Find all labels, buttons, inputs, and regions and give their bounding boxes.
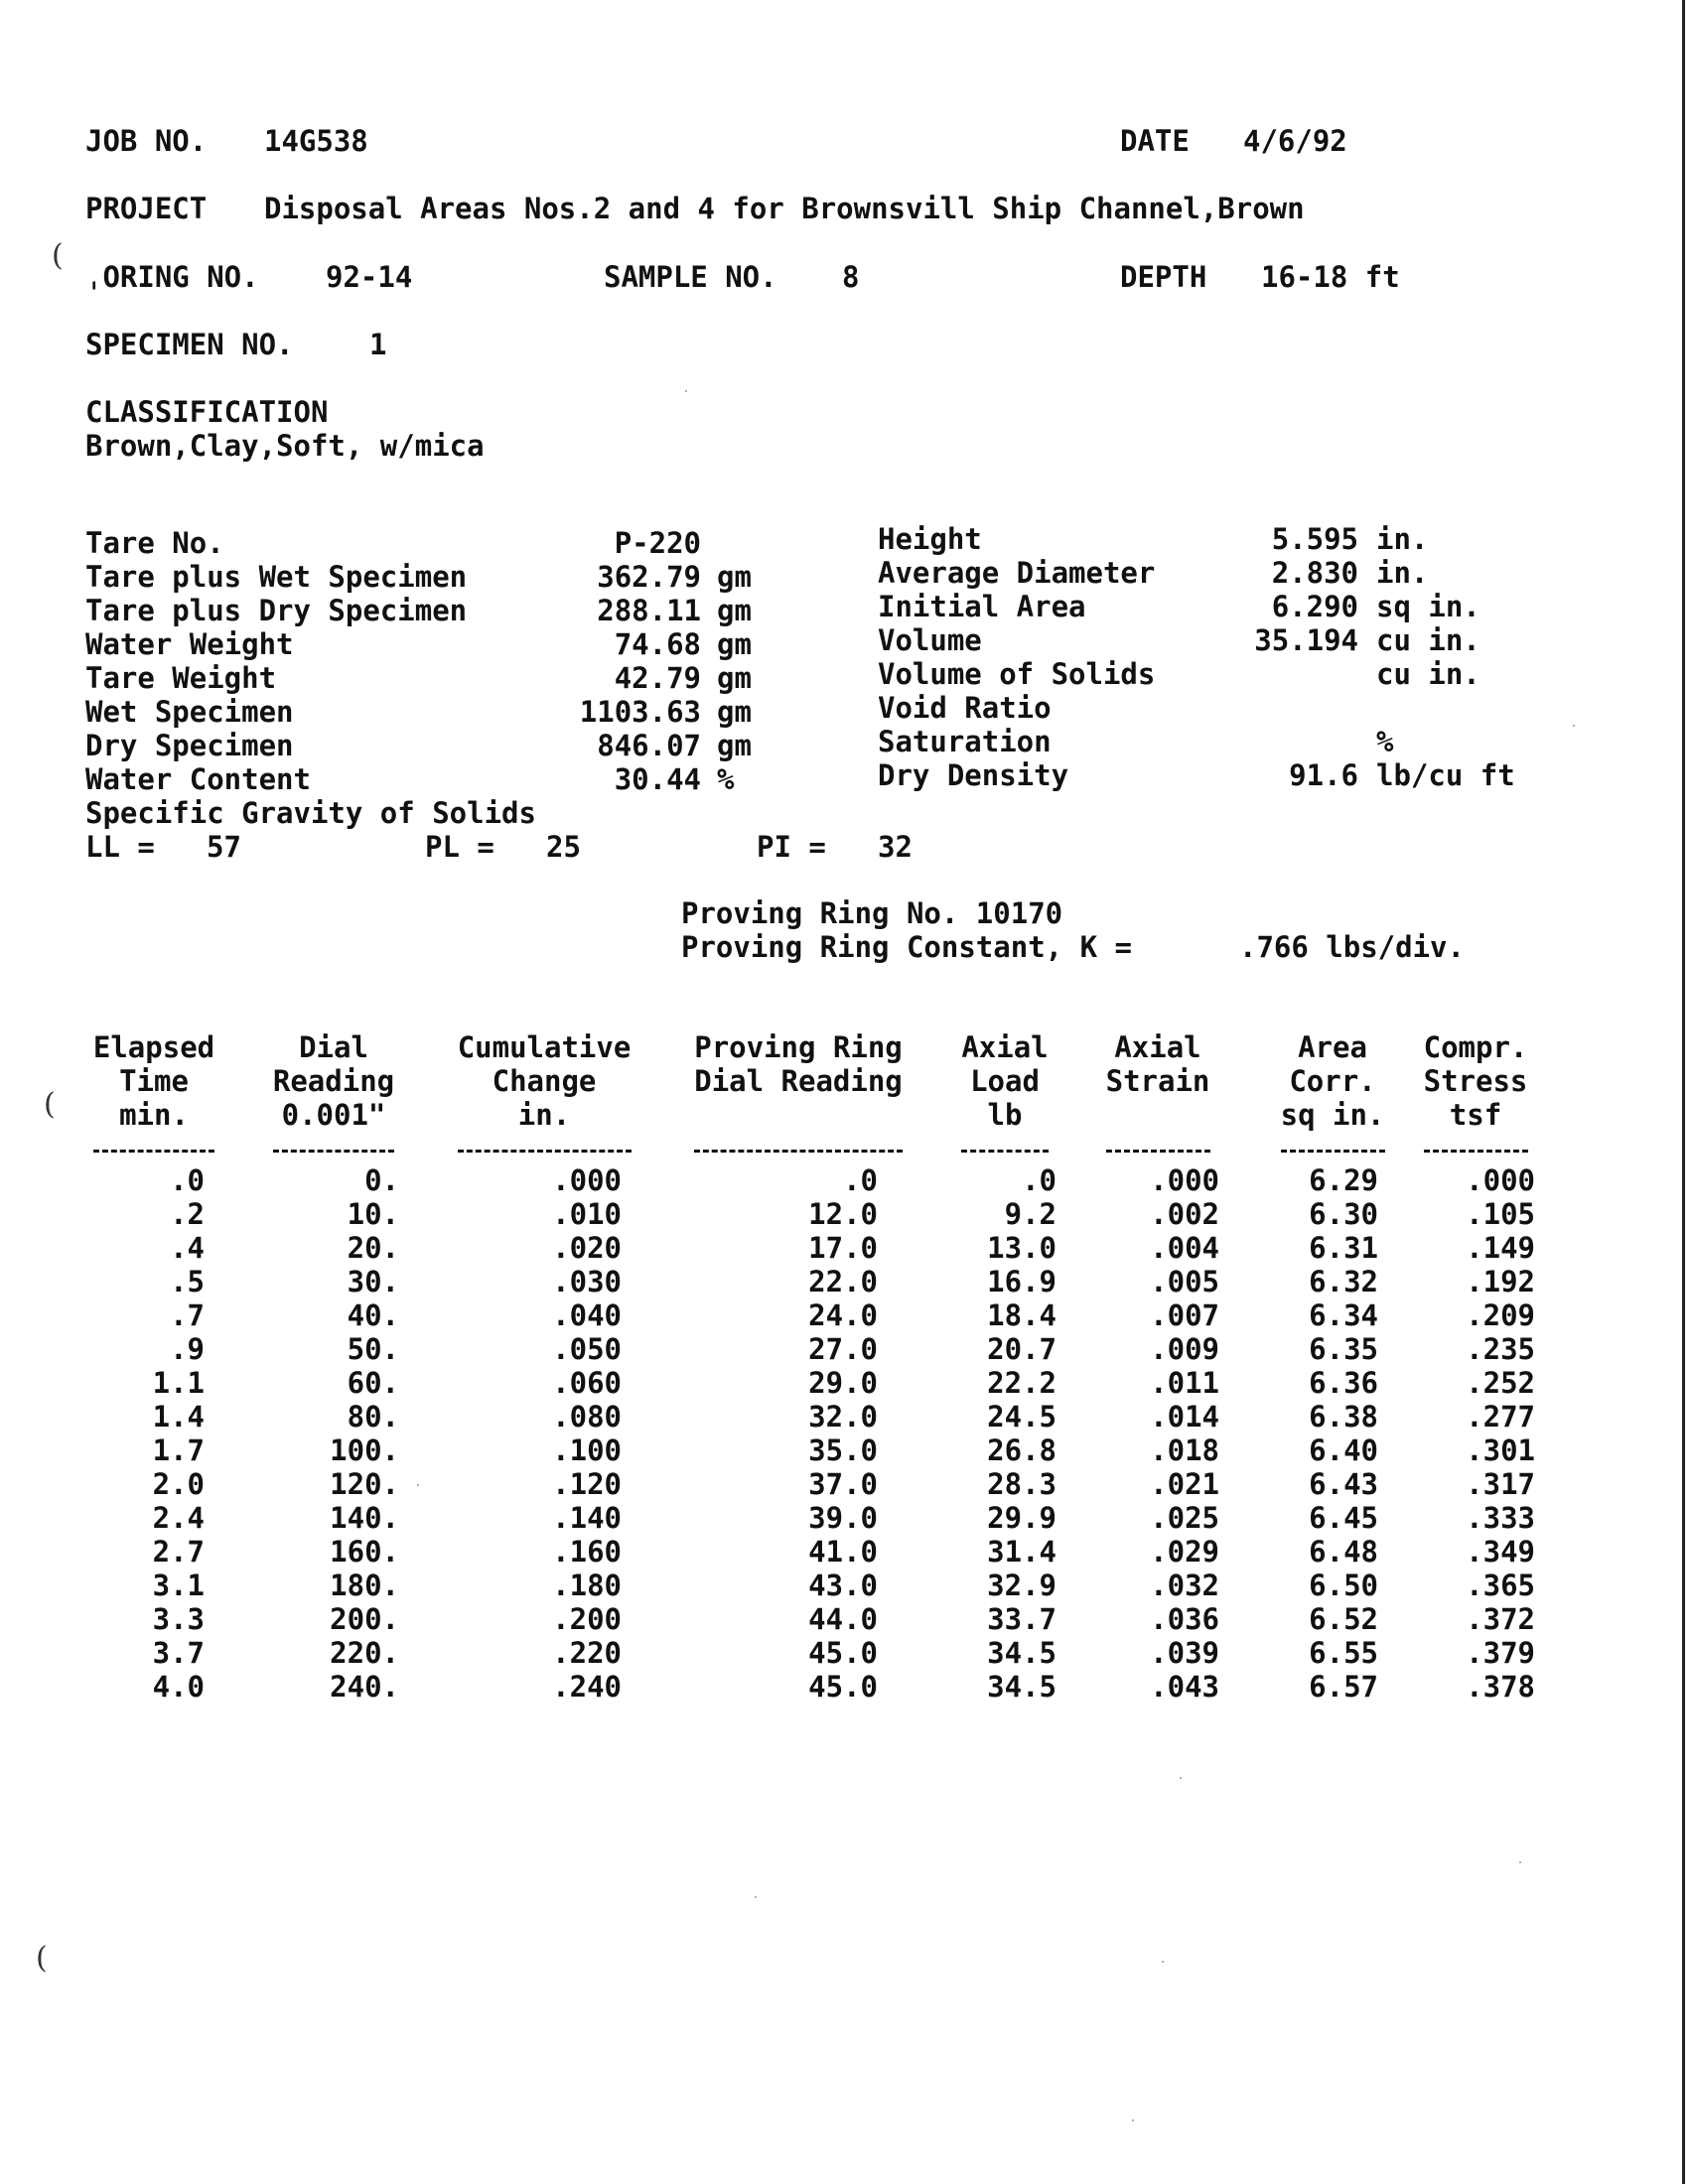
table-cell: 180. — [330, 1569, 399, 1602]
table-row — [0, 1265, 1692, 1298]
scan-speck — [755, 1896, 757, 1898]
table-cell: .5 — [170, 1265, 205, 1298]
table-cell: 35.0 — [808, 1433, 878, 1467]
table-cell: .220 — [552, 1636, 622, 1670]
table-cell: .180 — [552, 1569, 622, 1602]
table-cell: 3.7 — [152, 1636, 205, 1670]
table-cell: .149 — [1466, 1231, 1535, 1265]
table-cell: .2 — [170, 1197, 205, 1231]
classification-label: CLASSIFICATION — [85, 395, 329, 429]
table-cell: 18.4 — [987, 1298, 1057, 1332]
table-cell: .4 — [170, 1231, 205, 1265]
table-cell: .100 — [552, 1433, 622, 1467]
table-cell: .060 — [552, 1366, 622, 1400]
table-cell: .7 — [170, 1298, 205, 1332]
table-cell: 45.0 — [808, 1636, 878, 1670]
property-unit: gm — [717, 695, 752, 729]
table-cell: .379 — [1466, 1636, 1535, 1670]
property-label: Water Weight — [85, 627, 294, 661]
specimen-number: 1 — [369, 328, 387, 361]
column-header: sq in. — [1280, 1098, 1385, 1132]
property-unit: lb/cu ft — [1376, 758, 1515, 792]
table-cell: 6.55 — [1309, 1636, 1378, 1670]
property-label: Volume — [878, 623, 982, 657]
table-cell: 29.0 — [808, 1366, 878, 1400]
table-cell: 16.9 — [987, 1265, 1057, 1298]
table-cell: 1.4 — [152, 1400, 205, 1433]
table-cell: 29.9 — [987, 1501, 1057, 1535]
column-header: Dial — [299, 1030, 368, 1064]
table-cell: 1.7 — [152, 1433, 205, 1467]
table-cell: 3.3 — [152, 1602, 205, 1636]
table-cell: 10. — [347, 1197, 399, 1231]
table-cell: .372 — [1466, 1602, 1535, 1636]
table-cell: 120. — [330, 1467, 399, 1501]
property-label: Water Content — [85, 762, 311, 796]
column-header: Change — [492, 1064, 597, 1098]
page-edge — [1682, 0, 1685, 2184]
column-header: tsf — [1449, 1098, 1502, 1132]
table-cell: .0 — [843, 1163, 878, 1197]
table-row — [0, 1231, 1692, 1265]
table-cell: 37.0 — [808, 1467, 878, 1501]
table-cell: 50. — [347, 1332, 399, 1366]
property-value: 91.6 — [1289, 758, 1358, 792]
table-cell: .235 — [1466, 1332, 1535, 1366]
table-cell: 39.0 — [808, 1501, 878, 1535]
table-cell: .333 — [1466, 1501, 1535, 1535]
table-cell: 34.5 — [987, 1670, 1057, 1704]
property-value: 288.11 — [597, 594, 701, 627]
table-cell: 6.40 — [1309, 1433, 1378, 1467]
scan-speck — [1573, 725, 1575, 727]
job-number: 14G538 — [264, 124, 368, 158]
table-cell: 17.0 — [808, 1231, 878, 1265]
header-underline — [961, 1150, 1049, 1153]
table-cell: .209 — [1466, 1298, 1535, 1332]
header-underline — [1424, 1150, 1528, 1153]
scan-speck — [1132, 2119, 1134, 2121]
table-cell: 22.0 — [808, 1265, 878, 1298]
property-label: Volume of Solids — [878, 657, 1156, 691]
boring-label: ˌORING NO. — [85, 260, 259, 294]
property-unit: % — [1376, 725, 1394, 758]
scan-speck — [1162, 1961, 1164, 1963]
table-cell: 22.2 — [987, 1366, 1057, 1400]
table-cell: 2.7 — [152, 1535, 205, 1569]
column-header: Load — [970, 1064, 1040, 1098]
table-cell: 13.0 — [987, 1231, 1057, 1265]
property-label: Wet Specimen — [85, 695, 294, 729]
property-unit: gm — [717, 594, 752, 627]
table-row — [0, 1602, 1692, 1636]
margin-mark: ( — [52, 238, 64, 273]
header-underline — [694, 1150, 903, 1153]
header-underline — [1281, 1150, 1385, 1153]
date-value: 4/6/92 — [1243, 124, 1347, 158]
table-cell: .105 — [1466, 1197, 1535, 1231]
classification-value: Brown,Clay,Soft, w/mica — [85, 429, 485, 463]
ll-value: 57 — [207, 830, 241, 864]
table-cell: .018 — [1150, 1433, 1219, 1467]
table-cell: 9.2 — [1004, 1197, 1057, 1231]
column-header: Dial Reading — [694, 1064, 903, 1098]
table-cell: 40. — [347, 1298, 399, 1332]
table-cell: .160 — [552, 1535, 622, 1569]
depth-value: 16-18 ft — [1261, 260, 1400, 294]
table-cell: 6.30 — [1309, 1197, 1378, 1231]
table-cell: .021 — [1150, 1467, 1219, 1501]
table-cell: 3.1 — [152, 1569, 205, 1602]
pi-label: PI = — [757, 830, 826, 864]
column-header: Area — [1298, 1030, 1367, 1064]
table-cell: .120 — [552, 1467, 622, 1501]
ll-label: LL = — [85, 830, 155, 864]
table-cell: 1.1 — [152, 1366, 205, 1400]
table-cell: 41.0 — [808, 1535, 878, 1569]
table-row — [0, 1197, 1692, 1231]
table-cell: .007 — [1150, 1298, 1219, 1332]
margin-mark: ( — [44, 1087, 56, 1122]
column-header: Cumulative — [457, 1030, 632, 1064]
table-cell: 140. — [330, 1501, 399, 1535]
table-cell: 6.36 — [1309, 1366, 1378, 1400]
table-cell: .000 — [1466, 1163, 1535, 1197]
table-cell: .000 — [552, 1163, 622, 1197]
table-cell: .9 — [170, 1332, 205, 1366]
table-cell: 26.8 — [987, 1433, 1057, 1467]
column-header: lb — [987, 1098, 1023, 1132]
table-cell: 240. — [330, 1670, 399, 1704]
property-label: Specific Gravity of Solids — [85, 796, 536, 830]
property-value: P-220 — [614, 526, 701, 560]
depth-label: DEPTH — [1120, 260, 1207, 294]
pi-value: 32 — [878, 830, 913, 864]
header-underline — [458, 1150, 632, 1153]
column-header: Proving Ring — [694, 1030, 903, 1064]
column-header: Axial — [961, 1030, 1049, 1064]
table-row — [0, 1400, 1692, 1433]
table-cell: 6.38 — [1309, 1400, 1378, 1433]
table-row — [0, 1332, 1692, 1366]
property-unit: in. — [1376, 522, 1429, 556]
table-row — [0, 1366, 1692, 1400]
project-name: Disposal Areas Nos.2 and 4 for Brownsvill Ship Channel,Brown — [264, 192, 1305, 225]
pl-value: 25 — [546, 830, 581, 864]
property-value: 2.830 — [1271, 556, 1358, 590]
table-cell: .000 — [1150, 1163, 1219, 1197]
property-label: Tare plus Dry Specimen — [85, 594, 468, 627]
table-cell: .0 — [1022, 1163, 1057, 1197]
table-cell: 200. — [330, 1602, 399, 1636]
column-header: Time — [119, 1064, 189, 1098]
table-cell: .200 — [552, 1602, 622, 1636]
table-cell: 160. — [330, 1535, 399, 1569]
column-header: in. — [517, 1098, 571, 1132]
table-cell: .080 — [552, 1400, 622, 1433]
table-cell: .014 — [1150, 1400, 1219, 1433]
property-unit: sq in. — [1376, 590, 1480, 623]
table-cell: 28.3 — [987, 1467, 1057, 1501]
property-unit: cu in. — [1376, 657, 1480, 691]
project-label: PROJECT — [85, 192, 208, 225]
scan-speck — [1180, 1777, 1182, 1779]
sample-label: SAMPLE NO. — [604, 260, 777, 294]
column-header: Reading — [272, 1064, 395, 1098]
table-cell: .010 — [552, 1197, 622, 1231]
property-value: 42.79 — [614, 661, 701, 695]
table-cell: 24.0 — [808, 1298, 878, 1332]
property-label: Dry Specimen — [85, 729, 294, 762]
table-cell: 45.0 — [808, 1670, 878, 1704]
table-cell: 20. — [347, 1231, 399, 1265]
table-cell: 2.4 — [152, 1501, 205, 1535]
table-cell: 0. — [364, 1163, 399, 1197]
table-cell: 30. — [347, 1265, 399, 1298]
table-cell: 33.7 — [987, 1602, 1057, 1636]
table-cell: .032 — [1150, 1569, 1219, 1602]
table-cell: 6.45 — [1309, 1501, 1378, 1535]
proving-ring-constant-label: Proving Ring Constant, K = — [681, 930, 1132, 964]
property-label: Initial Area — [878, 590, 1086, 623]
property-value: 846.07 — [597, 729, 701, 762]
column-header: Compr. — [1423, 1030, 1528, 1064]
property-label: Void Ratio — [878, 691, 1052, 725]
scan-speck — [1519, 1861, 1521, 1863]
proving-ring-number: Proving Ring No. 10170 — [681, 896, 1063, 930]
table-cell: .192 — [1466, 1265, 1535, 1298]
table-cell: 6.57 — [1309, 1670, 1378, 1704]
pl-label: PL = — [425, 830, 494, 864]
specimen-label: SPECIMEN NO. — [85, 328, 294, 361]
scan-speck — [685, 390, 687, 392]
property-unit: gm — [717, 661, 752, 695]
table-row — [0, 1501, 1692, 1535]
table-cell: 80. — [347, 1400, 399, 1433]
property-label: Saturation — [878, 725, 1052, 758]
table-cell: 6.29 — [1309, 1163, 1378, 1197]
table-cell: .252 — [1466, 1366, 1535, 1400]
table-cell: 27.0 — [808, 1332, 878, 1366]
scan-speck — [417, 1484, 419, 1486]
table-cell: 44.0 — [808, 1602, 878, 1636]
table-cell: .0 — [170, 1163, 205, 1197]
table-cell: 2.0 — [152, 1467, 205, 1501]
table-cell: .029 — [1150, 1535, 1219, 1569]
property-label: Average Diameter — [878, 556, 1156, 590]
date-label: DATE — [1120, 124, 1190, 158]
table-cell: .020 — [552, 1231, 622, 1265]
table-cell: 6.43 — [1309, 1467, 1378, 1501]
table-cell: 20.7 — [987, 1332, 1057, 1366]
header-underline — [273, 1150, 395, 1153]
table-cell: .050 — [552, 1332, 622, 1366]
table-row — [0, 1636, 1692, 1670]
table-row — [0, 1670, 1692, 1704]
table-cell: 43.0 — [808, 1569, 878, 1602]
column-header: 0.001" — [281, 1098, 386, 1132]
property-unit: cu in. — [1376, 623, 1480, 657]
table-cell: .011 — [1150, 1366, 1219, 1400]
table-cell: 31.4 — [987, 1535, 1057, 1569]
column-header: Elapsed — [92, 1030, 215, 1064]
property-unit: gm — [717, 729, 752, 762]
table-cell: .317 — [1466, 1467, 1535, 1501]
table-cell: 6.50 — [1309, 1569, 1378, 1602]
table-row — [0, 1467, 1692, 1501]
table-cell: 220. — [330, 1636, 399, 1670]
table-cell: .005 — [1150, 1265, 1219, 1298]
table-row — [0, 1569, 1692, 1602]
property-label: Tare No. — [85, 526, 224, 560]
table-cell: .039 — [1150, 1636, 1219, 1670]
table-cell: .240 — [552, 1670, 622, 1704]
table-cell: 6.31 — [1309, 1231, 1378, 1265]
sample-number: 8 — [842, 260, 860, 294]
table-cell: 34.5 — [987, 1636, 1057, 1670]
property-unit: in. — [1376, 556, 1429, 590]
column-header: Corr. — [1289, 1064, 1376, 1098]
table-cell: 6.48 — [1309, 1535, 1378, 1569]
property-value: 5.595 — [1271, 522, 1358, 556]
table-cell: .030 — [552, 1265, 622, 1298]
table-cell: .009 — [1150, 1332, 1219, 1366]
table-cell: .301 — [1466, 1433, 1535, 1467]
header-underline — [1106, 1150, 1210, 1153]
job-label: JOB NO. — [85, 124, 208, 158]
table-cell: .004 — [1150, 1231, 1219, 1265]
table-cell: .140 — [552, 1501, 622, 1535]
margin-mark: ( — [36, 1941, 48, 1976]
table-cell: 100. — [330, 1433, 399, 1467]
proving-ring-constant-value: .766 lbs/div. — [1239, 930, 1465, 964]
table-cell: 6.35 — [1309, 1332, 1378, 1366]
property-value: 362.79 — [597, 560, 701, 594]
property-value: 74.68 — [614, 627, 701, 661]
table-cell: .040 — [552, 1298, 622, 1332]
property-unit: % — [717, 762, 735, 796]
table-cell: 6.34 — [1309, 1298, 1378, 1332]
table-row — [0, 1433, 1692, 1467]
column-header: Strain — [1105, 1064, 1210, 1098]
table-cell: .043 — [1150, 1670, 1219, 1704]
table-cell: 12.0 — [808, 1197, 878, 1231]
table-row — [0, 1298, 1692, 1332]
table-cell: .378 — [1466, 1670, 1535, 1704]
property-unit: gm — [717, 560, 752, 594]
table-cell: .002 — [1150, 1197, 1219, 1231]
boring-number: 92-14 — [326, 260, 413, 294]
table-cell: 32.9 — [987, 1569, 1057, 1602]
table-cell: 60. — [347, 1366, 399, 1400]
column-header: min. — [119, 1098, 189, 1132]
table-cell: .349 — [1466, 1535, 1535, 1569]
table-cell: 6.32 — [1309, 1265, 1378, 1298]
column-header: Stress — [1423, 1064, 1528, 1098]
property-value: 35.194 — [1254, 623, 1358, 657]
table-row — [0, 1163, 1692, 1197]
property-value: 1103.63 — [579, 695, 701, 729]
table-row — [0, 1535, 1692, 1569]
column-header: Axial — [1114, 1030, 1201, 1064]
property-value: 6.290 — [1271, 590, 1358, 623]
table-cell: .277 — [1466, 1400, 1535, 1433]
table-cell: .036 — [1150, 1602, 1219, 1636]
property-value: 30.44 — [614, 762, 701, 796]
property-label: Height — [878, 522, 982, 556]
header-underline — [93, 1150, 215, 1153]
table-cell: .025 — [1150, 1501, 1219, 1535]
table-cell: 24.5 — [987, 1400, 1057, 1433]
property-label: Tare plus Wet Specimen — [85, 560, 468, 594]
table-cell: .365 — [1466, 1569, 1535, 1602]
table-cell: 6.52 — [1309, 1602, 1378, 1636]
property-unit: gm — [717, 627, 752, 661]
table-cell: 32.0 — [808, 1400, 878, 1433]
property-label: Tare Weight — [85, 661, 277, 695]
property-label: Dry Density — [878, 758, 1069, 792]
table-cell: 4.0 — [152, 1670, 205, 1704]
